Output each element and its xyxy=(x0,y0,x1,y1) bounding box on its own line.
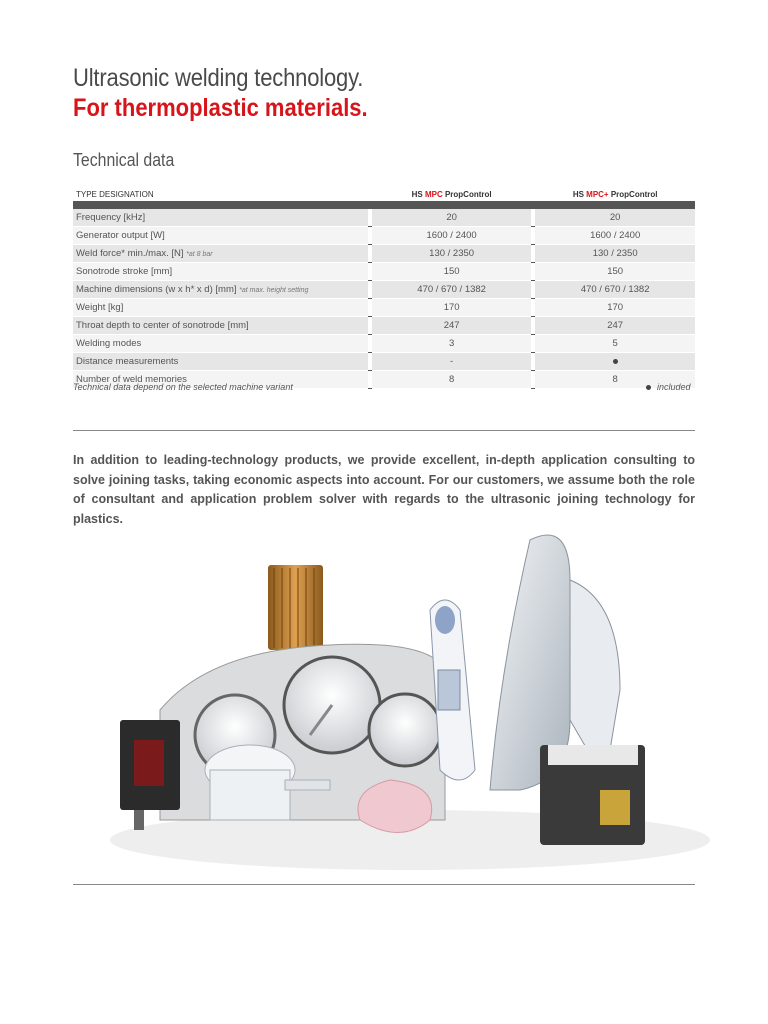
row-value-mpc-plus: 470 / 670 / 1382 xyxy=(535,281,695,299)
bullet-icon xyxy=(646,385,651,390)
row-value-mpc-plus: 20 xyxy=(535,209,695,227)
row-value-mpc-plus: 5 xyxy=(535,335,695,353)
table-row xyxy=(73,281,695,299)
row-value-mpc-plus: 1600 / 2400 xyxy=(535,227,695,245)
row-value-mpc: 170 xyxy=(372,299,532,317)
row-value-mpc: 3 xyxy=(372,335,532,353)
row-label: Distance measurements xyxy=(73,353,368,371)
row-value-mpc: 8 xyxy=(372,371,532,389)
page-title: Ultrasonic welding technology. xyxy=(73,64,364,92)
included-bullet-icon xyxy=(613,359,618,364)
row-value-mpc-plus: 170 xyxy=(535,299,695,317)
row-value-mpc-plus xyxy=(535,353,695,371)
row-label: Frequency [kHz] xyxy=(73,209,368,227)
table-row xyxy=(73,317,695,335)
page-subtitle-red: For thermoplastic materials. xyxy=(73,94,368,122)
table-header-row xyxy=(73,187,695,209)
table-row xyxy=(73,263,695,281)
row-label: Generator output [W] xyxy=(73,227,368,245)
col-header-type: TYPE DESIGNATION xyxy=(73,187,368,209)
section-heading: Technical data xyxy=(73,150,175,170)
product-collage-illustration xyxy=(100,520,720,870)
row-label: Welding modes xyxy=(73,335,368,353)
row-value-mpc: - xyxy=(372,353,532,371)
divider xyxy=(73,430,695,431)
row-label: Number of weld memories xyxy=(73,371,368,389)
row-note: *at 8 bar xyxy=(186,251,213,258)
table-row xyxy=(73,245,695,263)
row-label: Weld force* min./max. [N] *at 8 bar xyxy=(73,245,368,263)
row-note: *at max. height setting xyxy=(239,287,309,294)
row-label: Weight [kg] xyxy=(73,299,368,317)
row-label: Sonotrode stroke [mm] xyxy=(73,263,368,281)
row-value-mpc: 20 xyxy=(372,209,532,227)
table-row xyxy=(73,209,695,227)
row-value-mpc: 150 xyxy=(372,263,532,281)
body-paragraph: In addition to leading-technology products, we provide excellent, in-depth application consulting to solve joining tasks, taking economic aspects into account. For our customers, we assume both the role of consultant and application problem solver with regards to the ultrasonic joining technology for plastics. xyxy=(73,453,695,526)
table-row xyxy=(73,227,695,245)
row-value-mpc-plus: 150 xyxy=(535,263,695,281)
row-value-mpc-plus: 130 / 2350 xyxy=(535,245,695,263)
row-label: Machine dimensions (w x h* x d) [mm] *at max. height setting xyxy=(73,281,368,299)
row-value-mpc-plus: 8 xyxy=(535,371,695,389)
row-value-mpc: 1600 / 2400 xyxy=(372,227,532,245)
table-row xyxy=(73,299,695,317)
footnote-variant: Technical data depend on the selected machine variant xyxy=(73,382,293,392)
col-header-mpc: HS MPC PropControl xyxy=(372,187,532,209)
row-value-mpc: 247 xyxy=(372,317,532,335)
row-value-mpc: 470 / 670 / 1382 xyxy=(372,281,532,299)
table-row xyxy=(73,353,695,371)
col-header-mpc-plus: HS MPC+ PropControl xyxy=(535,187,695,209)
divider-bottom xyxy=(73,884,695,885)
technical-data-table xyxy=(73,187,695,389)
row-label: Throat depth to center of sonotrode [mm] xyxy=(73,317,368,335)
footnote-legend: included xyxy=(646,382,691,392)
row-value-mpc: 130 / 2350 xyxy=(372,245,532,263)
table-row xyxy=(73,335,695,353)
row-value-mpc-plus: 247 xyxy=(535,317,695,335)
